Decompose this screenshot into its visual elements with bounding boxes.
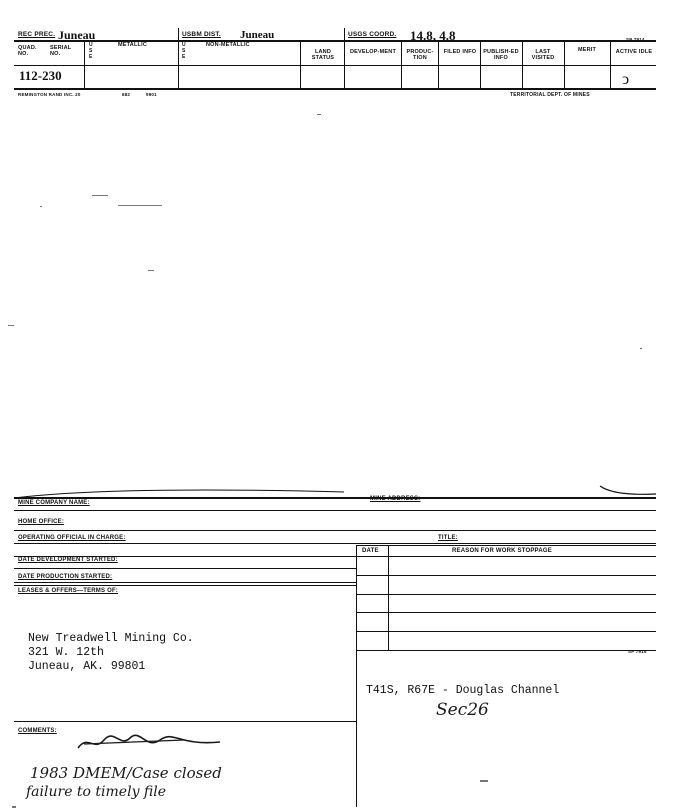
usbm-dist-value: Juneau	[240, 29, 275, 41]
col-land-status: LAND STATUS	[311, 49, 335, 61]
comments-label: COMMENTS:	[18, 728, 57, 734]
rec-prec-label: REC PREC.	[18, 31, 56, 38]
address-line-3: Juneau, AK. 99801	[28, 660, 146, 673]
reason-col-label: REASON FOR WORK STOPPAGE	[452, 548, 552, 554]
leases-offers-label: LEASES & OFFERS—TERMS OF:	[18, 588, 119, 594]
rec-prec-value: Juneau	[58, 28, 96, 42]
col-merit: MERIT	[577, 47, 597, 53]
usgs-coord-label: USGS COORD.	[348, 31, 397, 38]
address-line-1: New Treadwell Mining Co.	[28, 632, 194, 645]
printer-code-2: 9901	[146, 92, 157, 97]
col-metallic: METALLIC	[118, 42, 147, 48]
col-serial-no: SERIAL NO.	[50, 45, 72, 57]
usgs-coord-value: 14.8, 4.8	[410, 28, 456, 43]
date-col-label: DATE	[362, 548, 379, 554]
date-dev-started-label: DATE DEVELOPMENT STARTED:	[18, 557, 118, 563]
mine-address-label: MINE ADDRESS:	[370, 496, 421, 502]
col-last-visited: LAST VISITED	[531, 49, 555, 61]
mine-company-name-label: MINE COMPANY NAME:	[18, 500, 90, 506]
col-filed-info: FILED INFO	[443, 49, 477, 55]
col-development: DEVELOP-MENT	[349, 49, 397, 55]
comment-handwritten-2: failure to timely file	[26, 784, 167, 800]
printer-line-right: TERRITORIAL DEPT. OF MINES	[510, 92, 590, 98]
col-quad-no: QUAD. NO.	[18, 45, 37, 57]
printer-line-left: REMINGTON RAND INC. 20	[18, 92, 81, 97]
comment-handwritten-1: 1983 DMEM/Case closed	[30, 764, 222, 782]
col-use-nonmetallic: USE	[182, 42, 186, 60]
address-line-2: 321 W. 12th	[28, 646, 104, 659]
col-production: PRODUC-TION	[406, 49, 434, 61]
quad-serial-value: 112-230	[19, 68, 62, 83]
active-idle-mark: ↄ	[622, 71, 630, 88]
printer-code-1: 882	[122, 92, 131, 97]
col-use-metallic: USE	[89, 42, 93, 60]
operating-official-label: OPERATING OFFICIAL IN CHARGE:	[18, 535, 126, 541]
usbm-dist-label: USBM DIST.	[182, 31, 221, 38]
title-label: TITLE:	[438, 535, 458, 541]
col-published-info: PUBLISH-ED INFO	[483, 49, 519, 61]
col-active-idle: ACTIVE IDLE	[615, 49, 653, 55]
col-non-metallic: NON-METALLIC	[206, 42, 250, 48]
sec-handwritten: Sec26	[436, 700, 489, 720]
home-office-label: HOME OFFICE:	[18, 519, 65, 525]
form-code-bottom: SP 7915	[628, 649, 647, 654]
location-text: T41S, R67E - Douglas Channel	[366, 684, 560, 697]
date-prod-started-label: DATE PRODUCTION STARTED:	[18, 574, 113, 580]
form-code-top: SP 7914	[626, 37, 645, 42]
